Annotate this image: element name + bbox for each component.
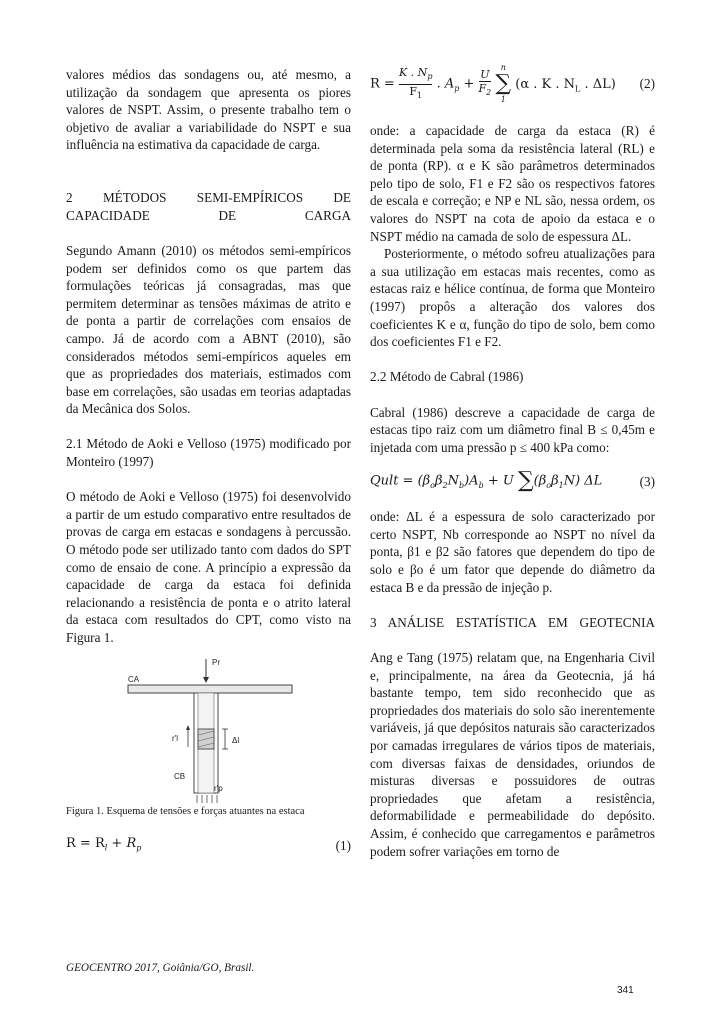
equation-3 <box>370 464 655 500</box>
paragraph: O método de Aoki e Velloso (1975) foi desenvolvido a partir de um estudo comparativo entre resultados de provas de carga em estacas e sondagens à percussão. O método pode ser utilizado tanto com dados do SPT como de ensaio de cone. A princípio a expressão da capacidade de carga da estaca foi definida relacionando a resistência de ponta e o atrito lateral da estaca com resultados do CPT, como visto na Figura 1. <box>66 489 351 645</box>
paragraph: valores médios das sondagens ou, até mesmo, a utilização da sondagem que apresenta os piores valores de NSPT. Assim, o presente trabalho tem o objetivo de avaliar a variabilidade do NSPT e sua influência na estimativa da capacidade de carga. <box>66 67 351 153</box>
page-number: 341 <box>617 985 634 996</box>
equation-2-formula: R = $\frac{K . N_p}{F_1}$ . $A_p$ + $\frac{U}{F_2}$ n ∑ 1 (α . K . $N_L$ . ΔL) <box>370 63 616 104</box>
label-pr: Pr <box>212 657 220 667</box>
section-heading: 2 MÉTODOS SEMI-EMPÍRICOS DE CAPACIDADE DE CARGA <box>66 190 351 223</box>
paragraph: onde: a capacidade de carga da estaca (R) é determinada pela soma da resistência lateral (RL) e de ponta (RP). α e K são parâmetros determinados pelo tipo de solo, F1 e F2 são os respectivos fatores de escala e correção; e NP e NL são, nessa ordem, os valores do NSPT na cota de apoio da estaca e o NSPT médio na camada de solo de espessura ΔL. <box>370 123 655 244</box>
label-rp: r'p <box>214 783 223 793</box>
figure-caption: Figura 1. Esquema de tensões e forças atuantes na estaca <box>66 805 305 817</box>
section-heading: 3 ANÁLISE ESTATÍSTICA EM GEOTECNIA <box>370 614 655 630</box>
equation-number: (2) <box>639 76 655 92</box>
equation-3-formula: Qult = $(\beta_o\beta_2N_b)A_b + U$ ∑ $(\beta_o\beta_1N)$ ΔL <box>370 467 603 493</box>
label-cb: CB <box>174 771 186 781</box>
subsection-heading: 2.2 Método de Cabral (1986) <box>370 369 524 385</box>
equation-1 <box>66 829 351 863</box>
equation-1-formula: $R = R_l + R_p$ <box>66 835 142 853</box>
paragraph: Cabral (1986) descreve a capacidade de carga de estacas tipo raiz com um diâmetro final B ≤ 0,45m e injetada com uma pressão p ≤ 400 kPa como: <box>370 404 655 455</box>
equation-number: (3) <box>639 474 655 490</box>
paragraph: Posteriormente, o método sofreu atualizações para a sua utilização em estacas mais recentes, como as estacas raiz e hélice contínua, de forma que Monteiro (1997) propôs a alteração dos valores dos coeficientes K e α, função do tipo de solo, bem como dos coeficientes F1 e F2. <box>370 246 655 350</box>
paragraph: Ang e Tang (1975) relatam que, na Engenharia Civil e, principalmente, na área da Geotecnia, já há bastante tempo, tem sido reconhecido que as propriedades dos materiais do solo são inerentemente variáveis, já que depósitos naturais são caracterizados por camadas irregulares de vários tipos de materiais, com diversas faixas de densidades, oriundos de misturas diversas e possuidores de outras propriedades que afetam a resistência, deformabilidade e permeabilidade do depósito. Assim, é conhecido que carregamentos e parâmetros podem sofrer variações em torno de <box>370 650 655 859</box>
pile-diagram <box>66 653 351 803</box>
equation-number: (1) <box>335 837 351 853</box>
left-column <box>66 66 351 863</box>
label-dl: Δl <box>232 735 240 745</box>
label-ca: CA <box>128 674 140 684</box>
paragraph: Segundo Amann (2010) os métodos semi-empíricos podem ser definidos como os que partem das formulações teóricas já consagradas, mas que permitem determinar as tensões máximas de atrito e de ponta a partir de correlações com ensaios de campo. Já de acordo com a ABNT (2010), são considerados métodos semi-empíricos aqueles em que as propriedades dos materiais, estimados com base em correlações, são usadas em teorias adaptadas da Mecânica dos Solos. <box>66 242 351 417</box>
label-rl: r'l <box>172 733 178 743</box>
right-column <box>370 62 655 860</box>
footer: GEOCENTRO 2017, Goiânia/GO, Brasil. <box>66 962 255 974</box>
pile-diagram-figure <box>66 653 351 803</box>
subsection-heading: 2.1 Método de Aoki e Velloso (1975) modificado por Monteiro (1997) <box>66 436 351 470</box>
paragraph: onde: ΔL é a espessura de solo caracterizado por certo NSPT, Nb corresponde ao NSPT no nível da ponta, β1 e β2 são fatores que dependem do tipo de solo e βo é um fator que depende do diâmetro da estaca B e da pressão de injeção p. <box>370 509 655 595</box>
equation-2 <box>370 62 655 106</box>
